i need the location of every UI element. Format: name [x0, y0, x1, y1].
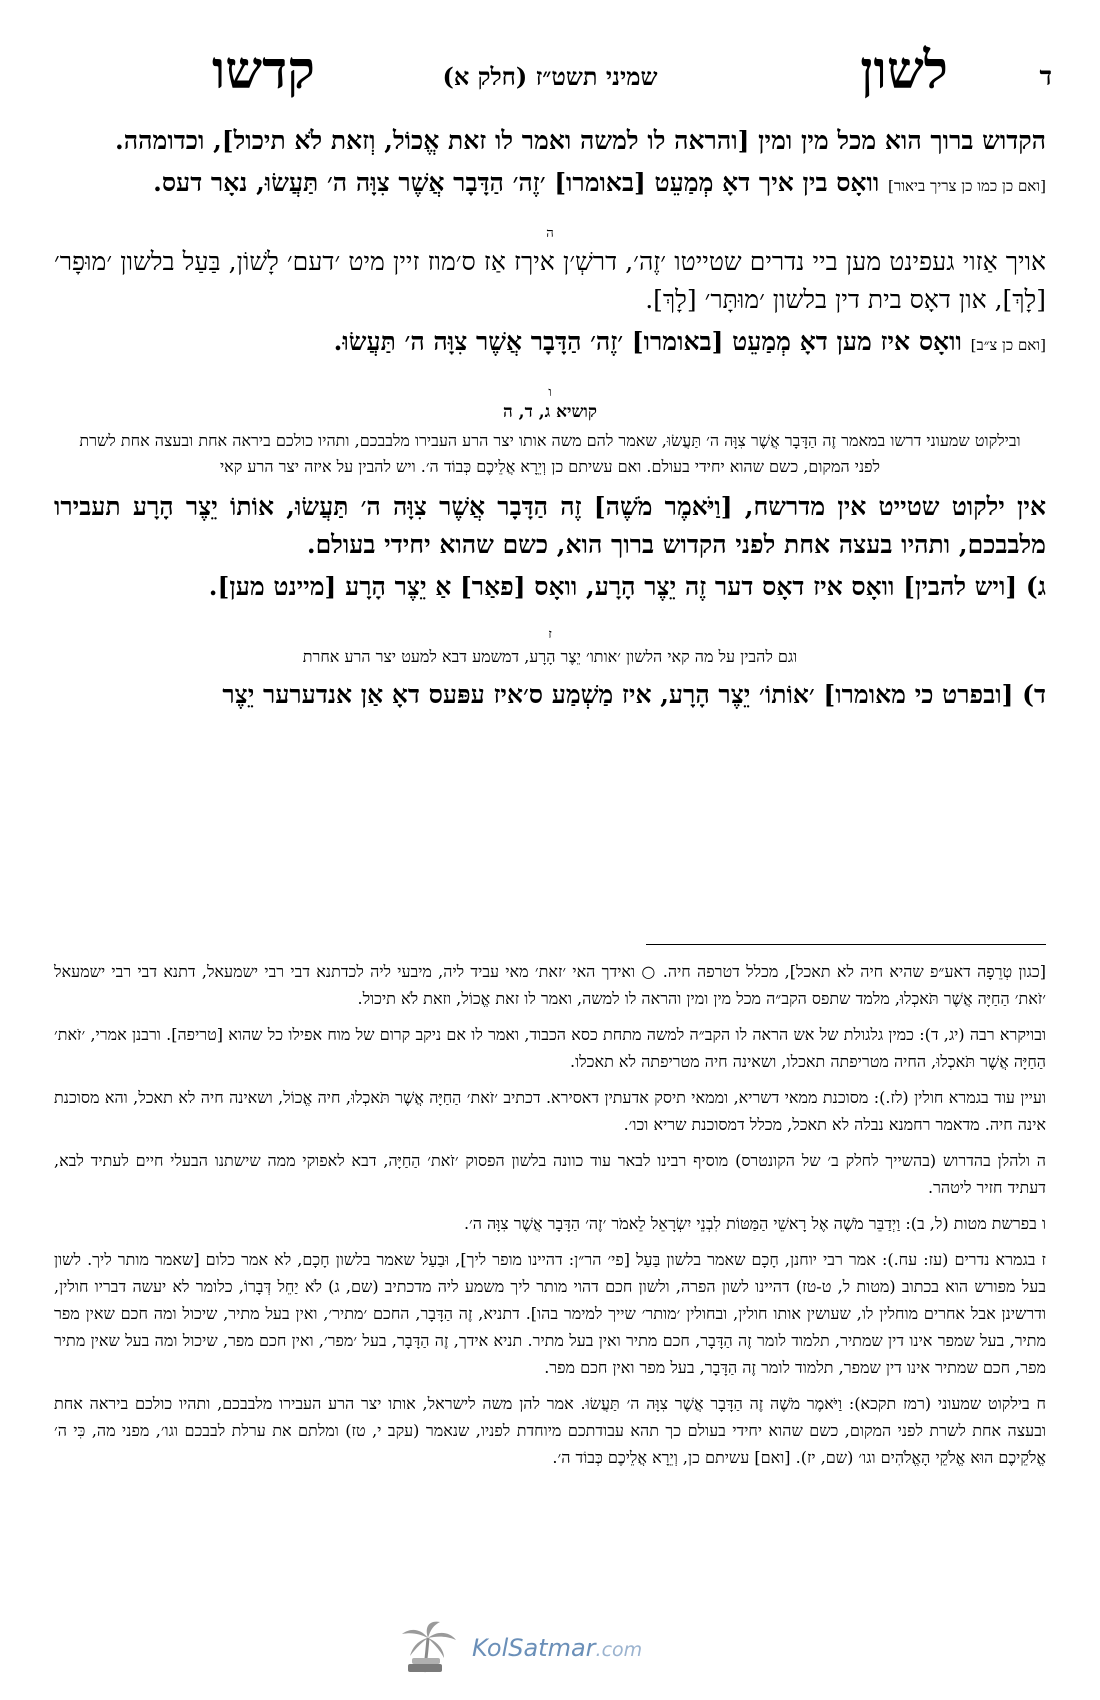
page-number: ד: [1039, 62, 1052, 92]
paragraph-3: אויך אַזוי געפינט מען ביי נדרים שטייטו ׳זֶה׳, דרשְׁ׳ן איךז אַז ס׳מוז זיין מיט ׳דעם׳ לָשׁוֹן, בַּעַל בלשון ׳מוּפָר׳ [לָךְ], און דאָס בית דין בלשון ׳מוּתָּר׳ [לָךְ].: [54, 247, 1046, 314]
paragraph-4: [54, 323, 1046, 364]
paragraph-2-text: וואָס בין איך דאָ מְמַעֵט [באומרו] ׳זֶה׳ הַדָּבָר אֲשֶׁר צִוָּה ה׳ תַּעֲשׂוּ, נאָר דעס.: [153, 168, 880, 197]
page-header: [0, 40, 1100, 100]
footnote-5: ו בפרשת מטות (ל, ב): וַיְדַבֵּר מֹשֶׁה אֶל רָאשֵׁי הַמַּטּוֹת לִבְנֵי יִשְׂרָאֵל לֵאמֹר ׳זֶה׳ הַדָּבָר אֲשֶׁר צִוָּה ה׳.: [463, 1214, 1046, 1233]
paragraph-7: ד) [ובפרט כי מאומרו] ׳אוֹתוֹ׳ יֵצֶר הָרָע, איז מַשְׁמַע ס׳איז עפּעס דאָ אַן אנדערער יֵצֶר: [222, 680, 1046, 709]
paragraph-2: [54, 164, 1046, 205]
header-word-left: קדשו: [212, 40, 315, 101]
paragraph-2-bracket: [ואם כן כמו כן צריך ביאור]: [887, 177, 1046, 195]
section-marker-7: ז: [548, 627, 552, 642]
paragraph-6: ג) [ויש להבין] וואָס איז דאָס דער זֶה יֵצֶר הָרָע, וואָס [פאַר] אַ יֵצֶר הָרָע [מיינט מען].: [208, 572, 1046, 601]
paragraph-4-bracket: [ואם כן צ״ב]: [970, 336, 1046, 354]
header-word-right: לשון: [860, 40, 948, 101]
footnote-4: ה ולהלן בהדרוש (בהשייך לחלק ב׳ של הקונטרס) מוסיף רבינו לבאר עוד כוונה בלשון הפסוק ׳זֹאת׳ הַחַיָּה, דבא לאפוקי ממה שישתנו הבעלי חיים לעתיד לבא, דעתיד חזיר ליטהר.: [54, 1151, 1046, 1197]
footnote-divider: [646, 944, 1046, 945]
site-brand: [472, 1634, 642, 1662]
footnote-3: ועיין עוד בגמרא חולין (לז.): מסוכנת ממאי דשריא, וממאי תיסק אדעתין דאסירא. דכתיב ׳זֹאת׳ הַחַיָּה אֲשֶׁר תֹּאכְלוּ, חיה אֱכוֹל, ושאינה חיה לא תאכל, והא מסוכנת אינה חיה. מדאמר רחמנא נבלה לא תאכל, מכלל דמסוכנת שריא וכו׳.: [54, 1088, 1046, 1134]
footnote-6: ז בגמרא נדרים (עז: עח.): אמר רבי יוחנן, חָכָם שאמר בלשון בַּעַל [פי׳ הר״ן: דהיינו מופר ליך], וּבַעַל שאמר בלשון חָכָם, לא אמר כלום [שאמר מותר ליך. לשון בעל מפורש הוא בכתוב (מטות ל, ט-טז) דהיינו לשון הפרה, ולשון חכם דהוי מותר ליך משמע ליה מדכתיב (שם, ג) לֹא יַחֵל דְּבָרוֹ, כלומר לא יעשה דבריו חולין, ודרשינן אבל אחרים מוחלין לו, שעושין אותו חולין, ובחולין ׳מותר׳ שייך למימר בהו]. דתניא, זֶה הַדָּבָר, החכם ׳מתיר׳, ואין בעל מתיר, שיכול ומה חכם שאין מפר מתיר, בעל שמפר אינו דין שמתיר, תלמוד לומר זֶה הַדָּבָר, חכם מתיר ואין בעל מתיר. תניא אידך, זֶה הַדָּבָר, בעל ׳מפר׳, ואין חכם מפר, שיכול ומה בעל שאין מתיר מפר, חכם שמתיר אינו דין שמפר, תלמוד לומר זֶה הַדָּבָר, בעל מפר ואין חכם מפר.: [54, 1250, 1046, 1377]
kushia-title: קושיא ג, ד, ה: [502, 402, 597, 422]
section-marker-6: ו: [548, 385, 552, 400]
header-parsha: שמיני תשט״ז (חלק א): [442, 62, 658, 91]
footnote-2: ובויקרא רבה (יג, ד): כמין גלגולת של אש הראה לו הקב״ה למשה מתחת כסא הכבוד, ואמר לו אם ניקב קרום של מוח אפילו כל שהוא [טריפה]. ורבנן אמרי, ׳זֹאת׳ הַחַיָּה אֲשֶׁר תֹּאכְלוּ, החיה מטריפתה תאכלו, ושאינה חיה מטריפתה לא תאכלו.: [54, 1025, 1047, 1071]
paragraph-4-text: וואָס איז מען דאָ מְמַעֵט [באומרו] ׳זֶה׳ הַדָּבָר אֲשֶׁר צִוָּה ה׳ תַּעֲשׂוּ.: [333, 327, 962, 356]
palm-tree-logo-icon: [394, 1620, 466, 1676]
kushia-text: ובילקוט שמעוני דרשו במאמר זֶה הַדָּבָר אֲשֶׁר צִוָּה ה׳ תַּעֲשׂוּ, שאמר להם משה אותו יצר הרע העבירו מלבבכם, ותהיו כולכם ביראה אחת ובעצה אחת לשרת לפני המקום, כשם שהוא יחידי בעולם. ואם עשיתם כן וְיֵרָא אֲלֵיכֶם כְּבוֹד ה׳. ויש להבין על איזה יצר הרע קאי: [79, 431, 1021, 476]
site-footer: [390, 1620, 650, 1676]
footnote-7: ח בילקוט שמעוני (רמז תקכא): וַיֹּאמֶר מֹשֶׁה זֶה הַדָּבָר אֲשֶׁר צִוָּה ה׳ תַּעֲשׂוּ. אמר להן משה לישראל, אותו יצר הרע העבירו מלבבכם, ותהיו כולכם ביראה אחת ובעצה אחת לשרת לפני המקום, כשם שהוא יחידי בעולם כך תהא עבודתכם מיוחדת לפניו, שנאמר (עקב י, טז) ומלתם את ערלת לבבכם וגו׳, מפני מה, כִּי ה׳ אֱלֹקֵיכֶם הוּא אֱלֹקֵי הָאֱלֹהִים וגו׳ (שם, יז). [ואם] עשיתם כן, וְיֵרָא אֲלֵיכֶם כְּבוֹד ה׳.: [54, 1394, 1046, 1467]
site-brand-tld: .com: [595, 1639, 643, 1661]
footnotes: [54, 958, 1046, 1480]
site-brand-name: KolSatmar: [472, 1634, 596, 1662]
paragraph-5: אין ילקוט שטייט אין מדרשח, [וַיֹּאמֶר מֹשֶׁה] זֶה הַדָּבָר אֲשֶׁר צִוָּה ה׳ תַּעֲשׂוּ, אוֹתוֹ יֵצֶר הָרָע תעבירו מלבבכם, ותהיו בעצה אחת לפני הקדוש ברוך הוא, כשם שהוא יחידי בעולם.: [54, 492, 1046, 559]
footnote-1: [כגון טְרֵפָה דאע״פ שהיא חיה לא תאכל], מכלל דטרפה חיה. ○ ואידך האי ׳זאת׳ מאי עביד ליה, מיבעי ליה לכדתנא דבי רבי ישמעאל, דתנא דבי רבי ישמעאל ׳זֹאת׳ הַחַיָּה אֲשֶׁר תֹּאכְלוּ, מלמד שתפס הקב״ה מכל מין ומין והראה לו למשה, ואמר לו זאת אֱכוֹל, וזאת לֹא תיכול.: [54, 962, 1046, 1008]
paragraph-1: הקדוש ברוך הוא מכל מין ומין [והראה לו למשה ואמר לו זאת אֱכוֹל, וְזאת לֹא תיכול], וכדומהה.: [115, 126, 1046, 155]
main-text: [54, 122, 1046, 718]
section-marker-5: ה: [546, 226, 554, 241]
question-7-text: וגם להבין על מה קאי הלשון ׳אותו׳ יֵצֶר הָרָע, דמשמע דבא למעט יצר הרע אחרת: [302, 647, 798, 666]
